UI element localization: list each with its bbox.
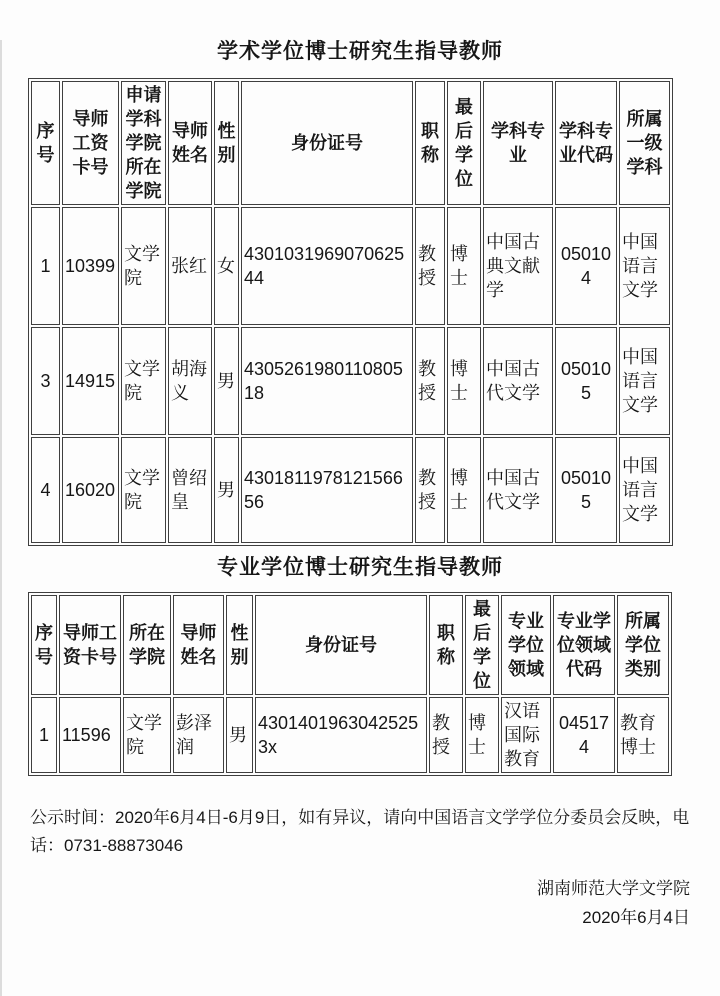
table-cell: 14915 — [62, 327, 119, 435]
header-cell: 序号 — [31, 595, 57, 695]
header-cell: 专业学位领域 — [501, 595, 551, 695]
table-cell: 中国古代文学 — [483, 327, 553, 435]
table-cell: 曾绍皇 — [168, 437, 212, 543]
header-cell: 职称 — [415, 81, 445, 205]
table-cell: 430526198011080518 — [241, 327, 413, 435]
table-cell: 教授 — [415, 327, 445, 435]
table-cell: 彭泽润 — [173, 697, 224, 773]
header-cell: 学科专业代码 — [555, 81, 617, 205]
table-cell: 430181197812156656 — [241, 437, 413, 543]
header-cell: 身份证号 — [255, 595, 427, 695]
header-cell: 最后学位 — [447, 81, 481, 205]
table-cell: 11596 — [59, 697, 121, 773]
public-notice-text: 公示时间：2020年6月4日-6月9日，如有异议，请向中国语言文学学位分委员会反映，电话：0731-88873046 — [30, 808, 690, 855]
header-cell: 导师姓名 — [168, 81, 212, 205]
table-cell: 女 — [214, 207, 239, 325]
table-cell: 文学院 — [121, 327, 166, 435]
header-cell: 所属一级学科 — [619, 81, 670, 205]
header-cell: 导师工资卡号 — [59, 595, 121, 695]
header-cell: 身份证号 — [241, 81, 413, 205]
table-cell: 1 — [31, 697, 57, 773]
scan-edge-shadow — [0, 40, 2, 996]
table-cell: 10399 — [62, 207, 119, 325]
table-cell: 汉语国际教育 — [501, 697, 551, 773]
header-cell: 专业学位领域代码 — [553, 595, 615, 695]
table-cell: 男 — [214, 327, 239, 435]
table-header-row — [31, 81, 670, 205]
table-cell: 045174 — [553, 697, 615, 773]
table-cell: 博士 — [447, 437, 481, 543]
header-cell: 职称 — [429, 595, 463, 695]
header-cell: 最后学位 — [465, 595, 499, 695]
table-cell: 中国语言文学 — [619, 207, 670, 325]
table-cell: 中国语言文学 — [619, 437, 670, 543]
table-row — [31, 437, 670, 543]
table-cell: 050105 — [555, 327, 617, 435]
academic-supervisors-table — [28, 78, 673, 546]
header-cell: 导师姓名 — [173, 595, 224, 695]
table-cell: 教授 — [415, 207, 445, 325]
table-cell: 文学院 — [123, 697, 171, 773]
table-cell: 中国语言文学 — [619, 327, 670, 435]
table-cell: 中国古典文献学 — [483, 207, 553, 325]
table-cell: 中国古代文学 — [483, 437, 553, 543]
table-cell: 男 — [226, 697, 253, 773]
table-cell: 430103196907062544 — [241, 207, 413, 325]
table-cell: 教授 — [429, 697, 463, 773]
table-row — [31, 697, 669, 773]
table-cell: 43014019630425253x — [255, 697, 427, 773]
header-cell: 申请学科学院所在学院 — [121, 81, 166, 205]
table-cell: 文学院 — [121, 437, 166, 543]
academic-table-title: 学术学位博士研究生指导教师 — [217, 40, 503, 63]
header-cell: 所属学位类别 — [617, 595, 669, 695]
header-cell: 性别 — [214, 81, 239, 205]
table-row — [31, 327, 670, 435]
header-cell: 性别 — [226, 595, 253, 695]
table-cell: 博士 — [465, 697, 499, 773]
signature-date: 2020年6月4日 — [582, 908, 690, 927]
table-cell: 1 — [31, 207, 60, 325]
header-cell: 学科专业 — [483, 81, 553, 205]
table-cell: 3 — [31, 327, 60, 435]
header-cell: 序号 — [31, 81, 60, 205]
table-cell: 博士 — [447, 207, 481, 325]
professional-supervisors-table — [28, 592, 672, 776]
table-cell: 050105 — [555, 437, 617, 543]
table-cell: 16020 — [62, 437, 119, 543]
table-header-row — [31, 595, 669, 695]
header-cell: 导师工资卡号 — [62, 81, 119, 205]
table-cell: 博士 — [447, 327, 481, 435]
table-cell: 胡海义 — [168, 327, 212, 435]
table-cell: 4 — [31, 437, 60, 543]
signature-org: 湖南师范大学文学院 — [537, 879, 690, 898]
table-cell: 男 — [214, 437, 239, 543]
header-cell: 所在学院 — [123, 595, 171, 695]
professional-table-title: 专业学位博士研究生指导教师 — [217, 556, 503, 579]
signature-block — [0, 874, 720, 932]
table-cell: 教授 — [415, 437, 445, 543]
table-cell: 张红 — [168, 207, 212, 325]
table-row — [31, 207, 670, 325]
table-cell: 文学院 — [121, 207, 166, 325]
table-cell: 050104 — [555, 207, 617, 325]
table-cell: 教育博士 — [617, 697, 669, 773]
